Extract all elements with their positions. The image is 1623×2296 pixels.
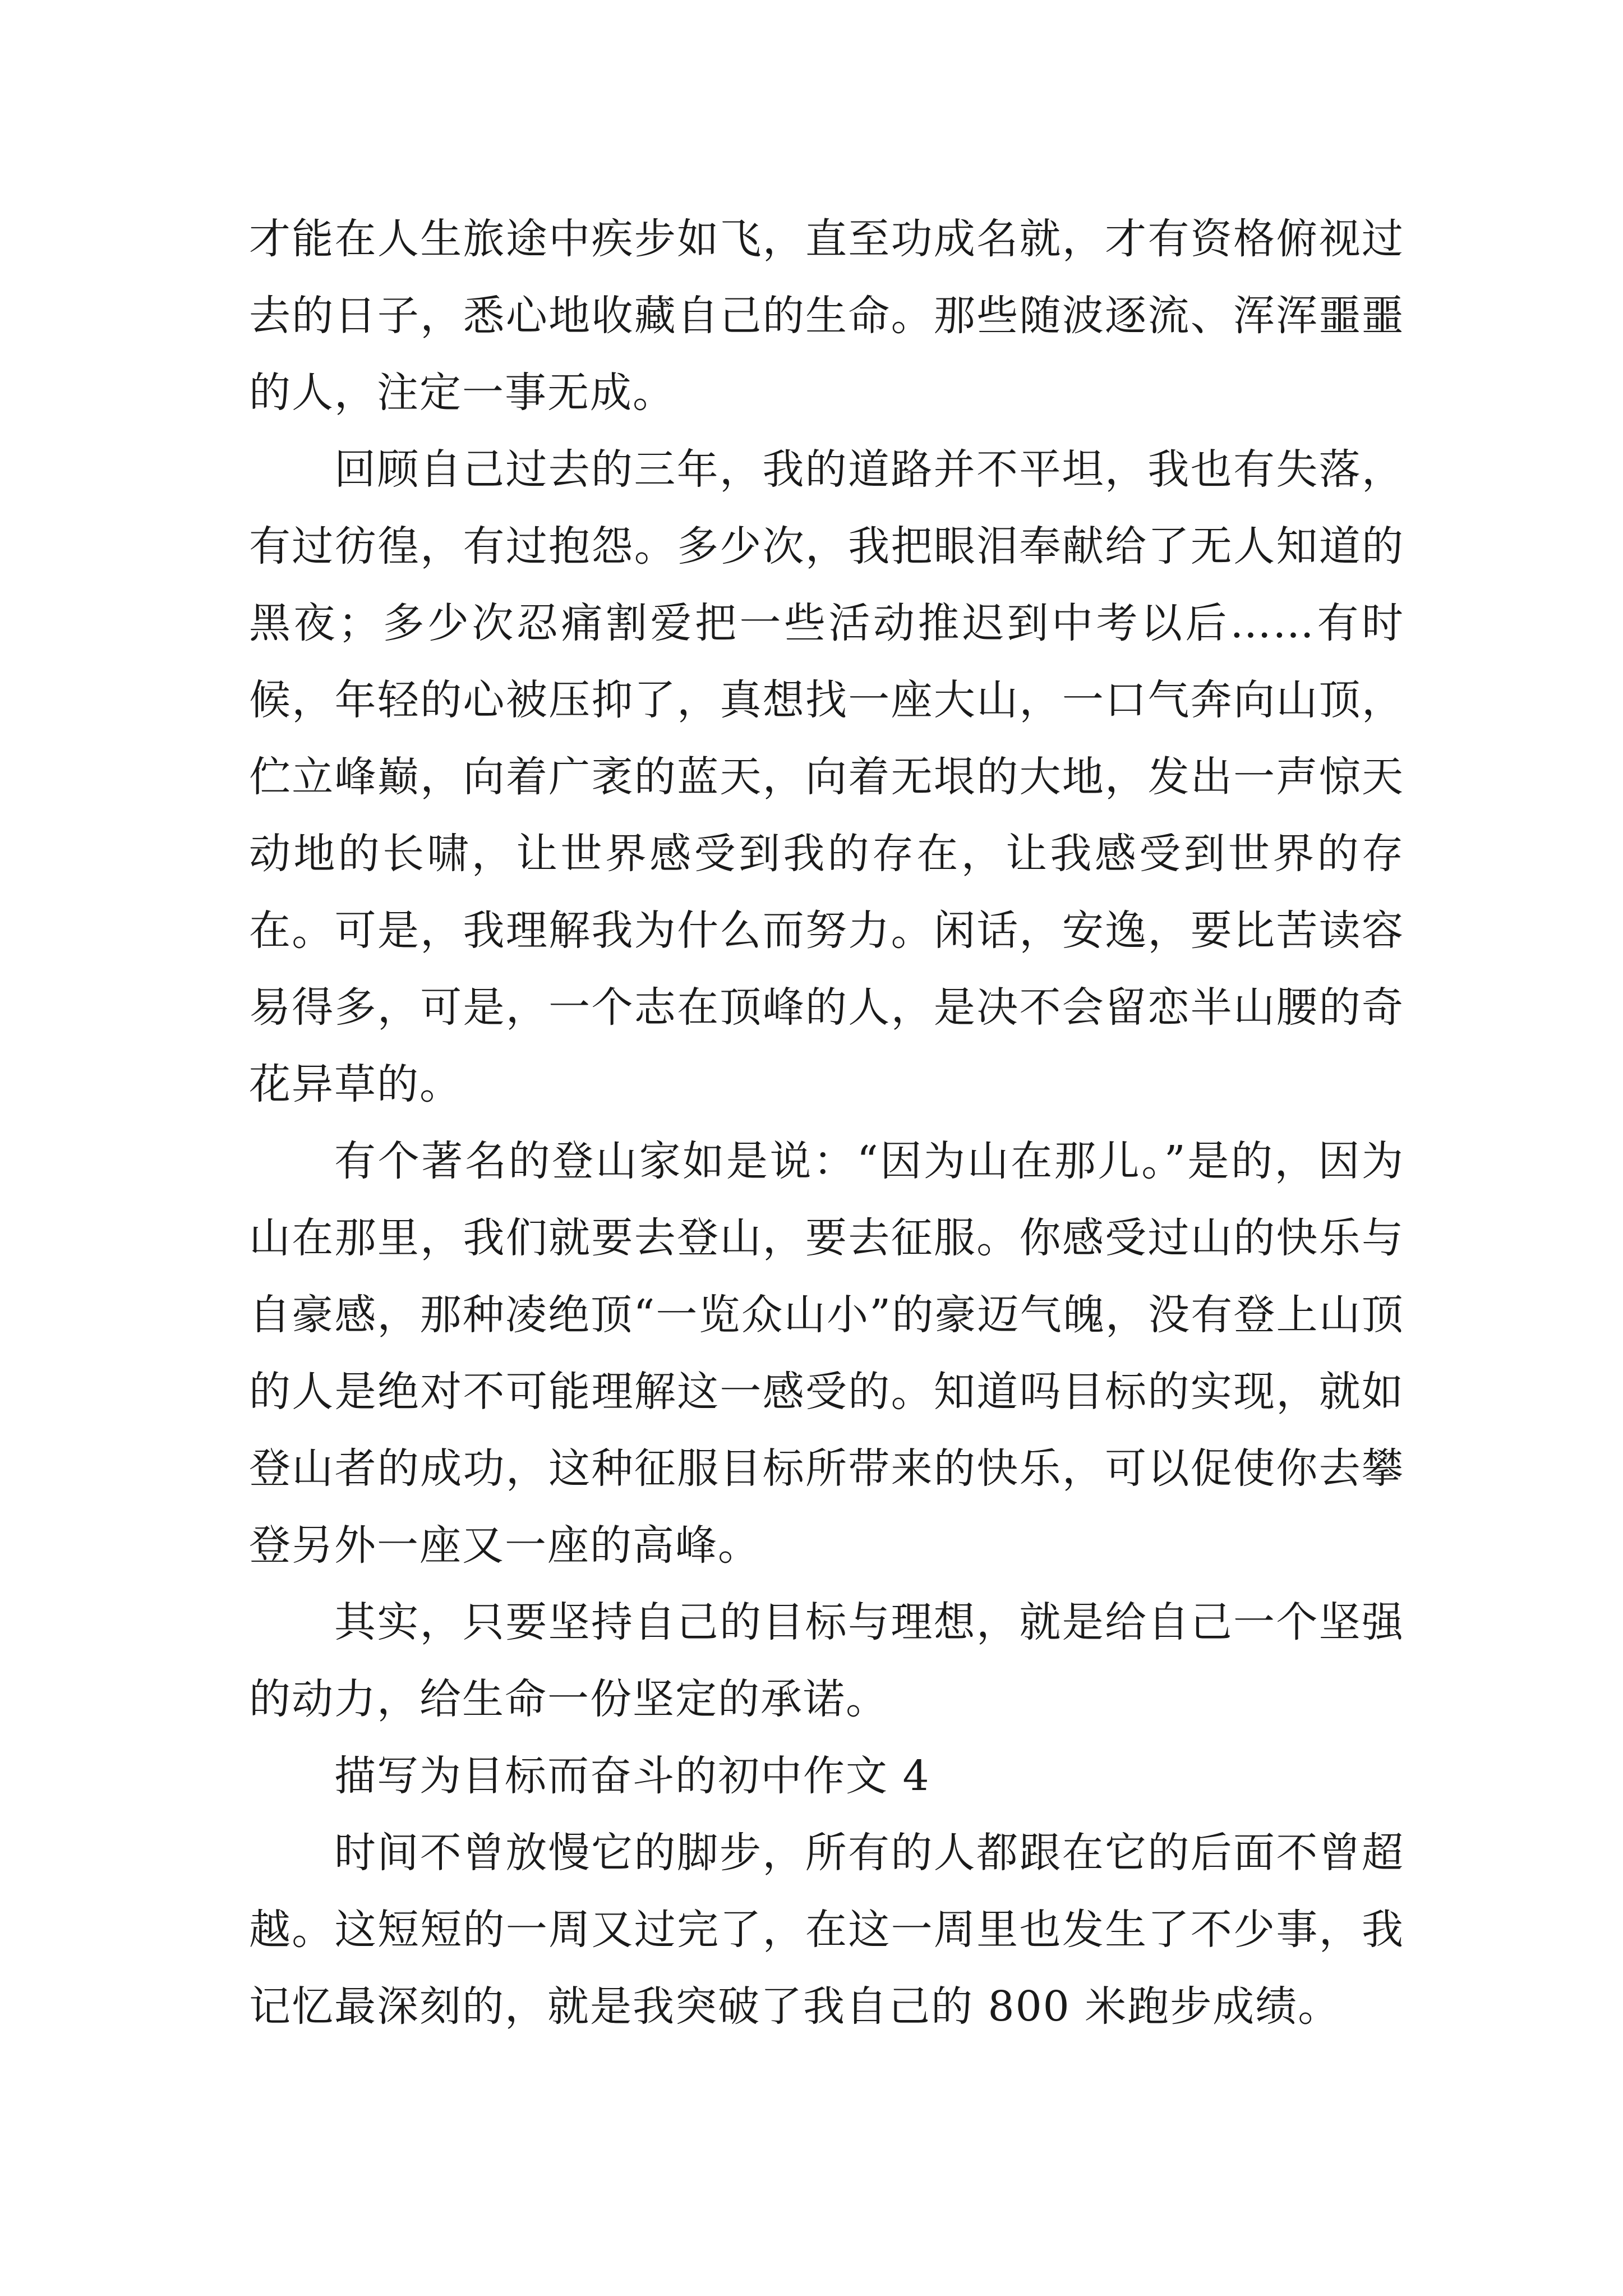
paragraph-looking-back: 回顾自己过去的三年，我的道路并不平坦，我也有失落，有过彷徨，有过抱怨。多少次，我把眼泪奉献给了无人知道的黑夜；多少次忍痛割爱把一些活动推迟到中考以后……有时候，年轻的心被压抑了，真想找一座大山，一口气奔向山顶，伫立峰巅，向着广袤的蓝天，向着无垠的大地，发出一声惊天动地的长啸，让世界感受到我的存在，让我感受到世界的存在。可是，我理解我为什么而努力。闲话，安逸，要比苦读容易得多，可是，一个志在顶峰的人，是决不会留恋半山腰的奇花异草的。: [249, 445, 1404, 1108]
paragraph-mountaineer: 有个著名的登山家如是说：“因为山在那儿。”是的，因为山在那里，我们就要去登山，要去征服。你感受过山的快乐与自豪感，那种凌绝顶“一览众山小”的豪迈气魄，没有登上山顶的人是绝对不可能理解这一感受的。知道吗目标的实现，就如登山者的成功，这种征服目标所带来的快乐，可以促使你去攀登另外一座又一座的高峰。: [249, 1137, 1404, 1570]
article-body: [249, 201, 1404, 2045]
paragraph-essay-4-opening: 时间不曾放慢它的脚步，所有的人都跟在它的后面不曾超越。这短短的一周又过完了，在这一周里也发生了不少事，我记忆最深刻的，就是我突破了我自己的 800 米跑步成绩。: [249, 1829, 1404, 2031]
paragraph-conclusion: 其实，只要坚持自己的目标与理想，就是给自己一个坚强的动力，给生命一份坚定的承诺。: [249, 1598, 1404, 1723]
paragraph-continued: 才能在人生旅途中疾步如飞，直至功成名就，才有资格俯视过去的日子，悉心地收藏自己的生命。那些随波逐流、浑浑噩噩的人，注定一事无成。: [249, 215, 1404, 417]
section-title: 描写为目标而奋斗的初中作文 4: [334, 1752, 930, 1800]
